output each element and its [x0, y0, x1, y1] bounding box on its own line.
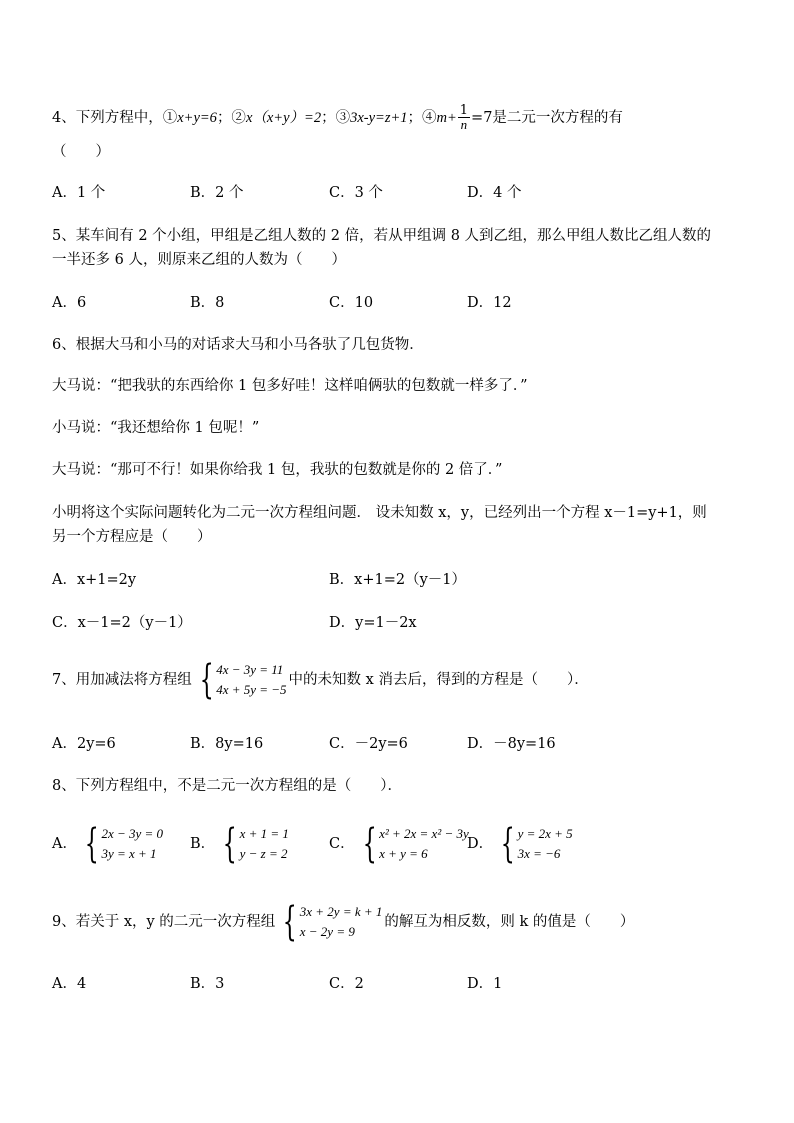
left-brace-icon: {: [199, 657, 214, 703]
q4-sep2: ；②: [216, 110, 246, 126]
q6-intro: 6、根据大马和小马的对话求大马和小马各驮了几包货物．: [52, 337, 424, 353]
q5-option-a[interactable]: A．6: [52, 295, 87, 311]
system-row: 2x − 3y = 0: [101, 826, 164, 841]
q4-option-b[interactable]: B．2 个: [190, 185, 244, 201]
system-row: y = 2x + 5: [517, 826, 573, 841]
q9-option-a[interactable]: A．4: [52, 976, 87, 992]
q8-b-system: [217, 821, 289, 867]
option-label: A．: [52, 836, 77, 852]
q9-system-row1: 3x + 2y = k + 1: [299, 904, 383, 919]
q6-option-c[interactable]: C．x－1=2（y－1）: [52, 615, 192, 631]
q5-stem-line2: 一半还多 6 人，则原来乙组的人数为（ ）: [52, 252, 346, 268]
q8-option-b[interactable]: [190, 821, 291, 867]
q6-option-a[interactable]: A．x+1=2y: [52, 572, 137, 588]
q4-sep3: ；③: [321, 110, 351, 126]
q6-stem-line2: 另一个方程应是（ ）: [52, 529, 212, 545]
system-row: 3x = −6: [517, 846, 561, 861]
system-row: 3y = x + 1: [101, 846, 157, 861]
q4-sep4: ；④: [407, 110, 437, 126]
q7-option-a[interactable]: A．2y=6: [52, 736, 116, 752]
q6-dialogue-1: 大马说：“把我驮的东西给你 1 包多好哇！这样咱俩驮的包数就一样多了．”: [52, 378, 528, 394]
q9-suffix: 的解互为相反数，则 k 的值是（ ）: [384, 914, 635, 930]
q7-option-b[interactable]: B．8y=16: [190, 736, 264, 752]
q7-suffix: 中的未知数 x 消去后，得到的方程是（ ）．: [288, 672, 589, 688]
fraction-denominator: n: [460, 117, 468, 132]
left-brace-icon: {: [500, 821, 515, 867]
q4-fraction: [458, 104, 470, 132]
q5-stem-line1: 5、某车间有 2 个小组，甲组是乙组人数的 2 倍，若从甲组调 8 人到乙组，那么甲组人数比乙组人数的: [52, 228, 712, 244]
q8-d-system: [495, 821, 573, 867]
q5-option-b[interactable]: B．8: [190, 295, 225, 311]
q9-prefix: 9、若关于 x，y 的二元一次方程组: [52, 914, 276, 930]
q4-option-c[interactable]: C．3 个: [329, 185, 383, 201]
q4-prefix: 4、下列方程中，①: [52, 110, 178, 126]
q8-option-c[interactable]: [329, 821, 471, 867]
system-row: x² + 2x = x² − 3y: [379, 826, 469, 841]
system-row: y − z = 2: [239, 846, 288, 861]
left-brace-icon: {: [283, 899, 298, 945]
q4-eq1: x+y=6: [177, 110, 217, 126]
option-label: D．: [467, 836, 494, 852]
option-label: C．: [329, 836, 355, 852]
q4-eq3: 3x-y=z+1: [350, 110, 408, 126]
q8-stem: 8、下列方程组中，不是二元一次方程组的是（ ）．: [52, 778, 402, 794]
q4-option-d[interactable]: D．4 个: [467, 185, 522, 201]
q7-system-row2: 4x + 5y = −5: [216, 682, 287, 697]
left-brace-icon: {: [362, 821, 377, 867]
system-row: x + 1 = 1: [239, 826, 289, 841]
q6-stem-line1: 小明将这个实际问题转化为二元一次方程组问题． 设未知数 x，y，已经列出一个方程 x－1=y+1，则: [52, 505, 707, 521]
q9-system-row2: x − 2y = 9: [299, 924, 355, 939]
q9-option-d[interactable]: D．1: [467, 976, 503, 992]
q4-eq4-left: m+: [436, 110, 457, 126]
q9-option-b[interactable]: B．3: [190, 976, 225, 992]
q6-dialogue-2: 小马说：“我还想给你 1 包呢！”: [52, 420, 260, 436]
q7-system-row1: 4x − 3y = 11: [216, 662, 284, 677]
q7-stem: [52, 657, 754, 703]
left-brace-icon: {: [222, 821, 237, 867]
q4-suffix: 是二元一次方程的有: [492, 110, 623, 126]
q4-eq2: x（x+y）=2: [245, 110, 322, 126]
q4-paren: （ ）: [52, 144, 110, 160]
q7-prefix: 7、用加减法将方程组: [52, 672, 192, 688]
q5-option-d[interactable]: D．12: [467, 295, 512, 311]
q4-eq4-right: =7: [471, 110, 493, 126]
q4-stem: [52, 104, 754, 132]
q6-dialogue-3: 大马说：“那可不行！如果你给我 1 包，我驮的包数就是你的 2 倍了．”: [52, 462, 503, 478]
q8-option-d[interactable]: [467, 821, 575, 867]
q7-equation-system: [194, 657, 287, 703]
q7-option-d[interactable]: D．－8y=16: [467, 736, 556, 752]
system-row: x + y = 6: [379, 846, 428, 861]
q5-option-c[interactable]: C．10: [329, 295, 374, 311]
left-brace-icon: {: [84, 821, 99, 867]
q4-option-a[interactable]: A．1 个: [52, 185, 106, 201]
q6-option-d[interactable]: D．y=1－2x: [329, 615, 417, 631]
q9-stem: [52, 899, 754, 945]
q7-option-c[interactable]: C．－2y=6: [329, 736, 408, 752]
q9-option-c[interactable]: C．2: [329, 976, 364, 992]
q8-a-system: [79, 821, 164, 867]
q8-c-system: [357, 821, 469, 867]
fraction-numerator: 1: [459, 103, 469, 118]
option-label: B．: [190, 836, 216, 852]
q6-option-b[interactable]: B．x+1=2（y－1）: [329, 572, 466, 588]
q9-equation-system: [277, 899, 383, 945]
q8-option-a[interactable]: [52, 821, 165, 867]
